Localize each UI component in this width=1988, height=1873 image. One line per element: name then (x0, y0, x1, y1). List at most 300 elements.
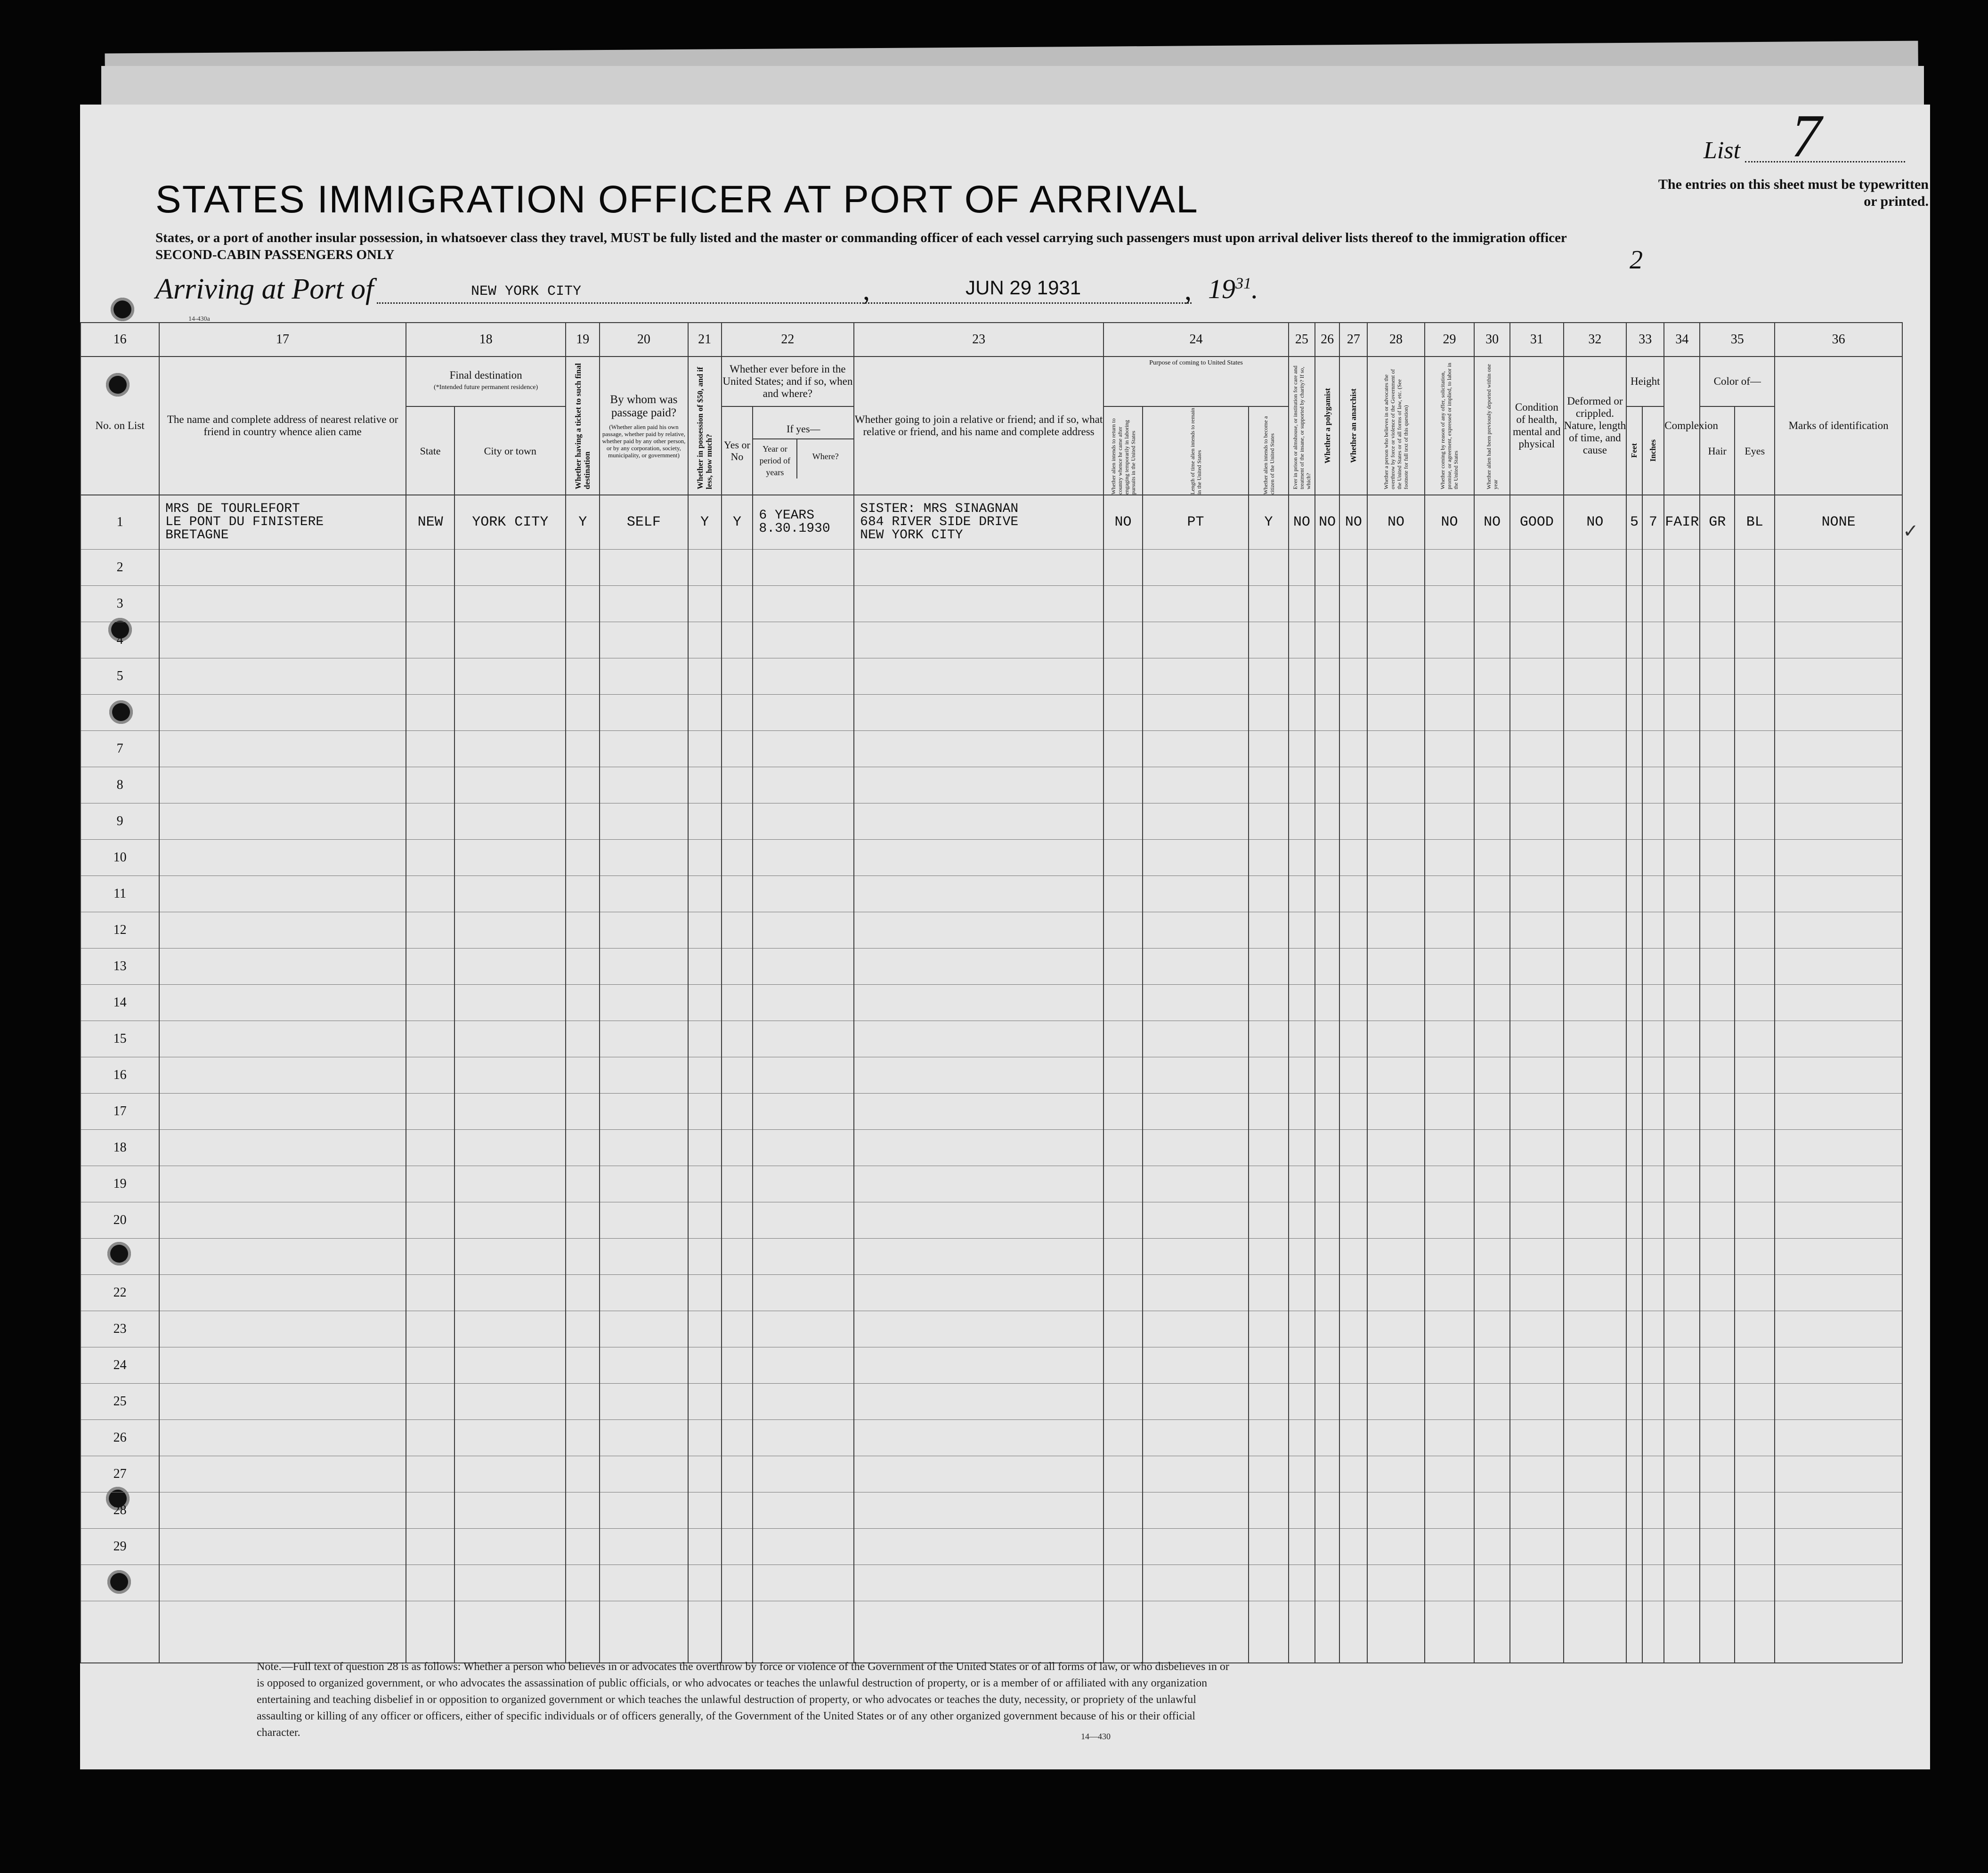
empty-cell (753, 550, 854, 586)
empty-cell (688, 767, 722, 803)
empty-cell (1564, 1347, 1627, 1384)
empty-cell (1315, 985, 1340, 1021)
empty-cell (600, 1021, 688, 1057)
empty-cell (1642, 1492, 1664, 1529)
empty-cell (1289, 658, 1315, 695)
empty-cell (1474, 550, 1510, 586)
empty-cell (1735, 731, 1775, 767)
empty-cell (753, 658, 854, 695)
empty-row (81, 658, 1902, 695)
empty-cell (1564, 767, 1627, 803)
empty-cell (1339, 985, 1367, 1021)
empty-cell (1339, 803, 1367, 840)
empty-cell (1367, 1094, 1425, 1130)
empty-cell (600, 949, 688, 985)
empty-cell (1367, 1347, 1425, 1384)
empty-cell (454, 840, 566, 876)
empty-cell (1775, 985, 1902, 1021)
empty-cell (1700, 767, 1735, 803)
empty-cell (854, 1311, 1104, 1347)
empty-cell (1664, 1420, 1700, 1456)
empty-cell (1339, 1239, 1367, 1275)
empty-cell (1143, 586, 1249, 622)
empty-cell (1735, 1311, 1775, 1347)
empty-cell (1367, 550, 1425, 586)
empty-cell (1474, 622, 1510, 658)
empty-cell (1425, 1202, 1474, 1239)
empty-cell (566, 1202, 600, 1239)
empty-cell (1775, 949, 1902, 985)
empty-cell (753, 767, 854, 803)
empty-cell (1735, 1239, 1775, 1275)
empty-cell (159, 622, 406, 658)
passage-paid-cell: SELF (600, 495, 688, 550)
table-bottom-row (81, 1601, 1902, 1663)
line-number: 19 (81, 1166, 159, 1202)
empty-cell (1642, 1347, 1664, 1384)
entries-note: The entries on this sheet must be typewritten or printed. (1658, 177, 1929, 209)
empty-row (81, 1130, 1902, 1166)
empty-cell (1775, 876, 1902, 912)
empty-cell (1289, 985, 1315, 1021)
empty-cell (854, 731, 1104, 767)
empty-cell (1700, 1239, 1735, 1275)
empty-cell (1664, 731, 1700, 767)
empty-row (81, 1384, 1902, 1420)
empty-cell (854, 767, 1104, 803)
line-number: 16 (81, 1057, 159, 1094)
empty-cell (1315, 949, 1340, 985)
empty-cell (566, 1529, 600, 1565)
empty-cell (1626, 695, 1642, 731)
empty-cell (600, 1492, 688, 1529)
empty-cell (159, 1275, 406, 1311)
empty-cell (753, 912, 854, 949)
empty-cell (1664, 767, 1700, 803)
empty-cell (1425, 1021, 1474, 1057)
line-number: 6 (81, 695, 159, 731)
empty-cell (688, 1239, 722, 1275)
empty-cell (1143, 1166, 1249, 1202)
empty-cell (600, 1311, 688, 1347)
empty-cell (1642, 949, 1664, 985)
footnote: Note.—Full text of question 28 is as follows: Whether a person who believes in or advocates the overthrow by force or violence of the Government of the United States or of all forms of law, or who disbelieves in or is opposed to organized government, or who advocates the assassination of public officials, or who advocates or teaches the unlawful destruction of property, or is a member of or affiliated with any organization entertaining and teaching disbelief in or opposition to organized government or which teaches the unlawful destruction of property, or who advocates or teaches the duty, necessity, or propriety of the unlawful assaulting or killing of any officer or officers, either of specific individuals or of officers generally, of the Government of the United States or of any other organized government because of his or their official character. (257, 1661, 1229, 1739)
column-number: 31 (1510, 323, 1563, 357)
empty-cell (159, 658, 406, 695)
empty-cell (1664, 1529, 1700, 1565)
empty-cell (688, 622, 722, 658)
empty-cell (1249, 1239, 1289, 1275)
empty-cell (753, 1094, 854, 1130)
empty-cell (1700, 1601, 1735, 1663)
empty-cell (1664, 1239, 1700, 1275)
empty-cell (566, 1456, 600, 1492)
empty-cell (406, 622, 454, 658)
empty-cell (159, 985, 406, 1021)
empty-cell (1564, 985, 1627, 1021)
empty-cell (1104, 985, 1143, 1021)
empty-cell (854, 1420, 1104, 1456)
empty-cell (1510, 876, 1563, 912)
passage-paid-title: By whom was passage paid? (610, 393, 678, 419)
year-suffix: 31 (1235, 275, 1251, 292)
empty-cell (1315, 1311, 1340, 1347)
empty-cell (1775, 1456, 1902, 1492)
empty-cell (1510, 695, 1563, 731)
list-label: List (1704, 137, 1741, 164)
empty-cell (1700, 1347, 1735, 1384)
empty-cell (1143, 1021, 1249, 1057)
empty-cell (688, 1384, 722, 1420)
empty-cell (753, 876, 854, 912)
empty-cell (1289, 1202, 1315, 1239)
if-yes-subcolumns (753, 439, 853, 478)
empty-cell (722, 1347, 753, 1384)
empty-cell (454, 1239, 566, 1275)
empty-cell (1249, 1311, 1289, 1347)
empty-cell (1425, 586, 1474, 622)
empty-cell (1564, 949, 1627, 985)
prison-cell: NO (1289, 495, 1315, 550)
header-prison (1289, 357, 1315, 495)
empty-cell (1564, 658, 1627, 695)
empty-cell (566, 622, 600, 658)
header-where: Where? (812, 452, 839, 461)
empty-cell (1510, 1021, 1563, 1057)
empty-cell (406, 658, 454, 695)
header-feet-text: Feet (1630, 443, 1639, 458)
empty-cell (1664, 1601, 1700, 1663)
header-ticket (566, 357, 600, 495)
empty-cell (1510, 1130, 1563, 1166)
empty-cell (1626, 985, 1642, 1021)
empty-cell (454, 622, 566, 658)
header-fifty-dollars-text: Whether in possession of $50, and if less, how much? (696, 367, 714, 489)
empty-cell (1339, 912, 1367, 949)
empty-cell (81, 1601, 159, 1663)
list-number: 7 (1791, 102, 1822, 170)
empty-cell (1315, 1492, 1340, 1529)
empty-cell (1339, 1456, 1367, 1492)
empty-cell (1289, 1565, 1315, 1601)
empty-cell (1510, 586, 1563, 622)
empty-cell (159, 912, 406, 949)
empty-cell (159, 1057, 406, 1094)
empty-cell (159, 876, 406, 912)
empty-cell (1775, 803, 1902, 840)
empty-cell (1315, 1275, 1340, 1311)
empty-cell (1339, 949, 1367, 985)
line-number: 20 (81, 1202, 159, 1239)
line-number: 26 (81, 1420, 159, 1456)
empty-cell (1775, 1420, 1902, 1456)
empty-cell (1367, 695, 1425, 731)
empty-cell (454, 912, 566, 949)
empty-cell (1564, 1565, 1627, 1601)
header-joining: Whether going to join a relative or friend; and if so, what relative or friend, and his name and complete address (854, 357, 1104, 495)
empty-cell (1315, 1456, 1340, 1492)
empty-cell (1700, 840, 1735, 876)
header-marks: Marks of identification (1775, 357, 1902, 495)
empty-cell (1143, 658, 1249, 695)
header-purpose-length-text: Length of time alien intends to remain in the United States (1189, 408, 1202, 495)
empty-cell (406, 985, 454, 1021)
port-value: NEW YORK CITY (471, 284, 582, 300)
empty-cell (1775, 1565, 1902, 1601)
empty-cell (1104, 1601, 1143, 1663)
empty-cell (159, 1239, 406, 1275)
empty-cell (688, 550, 722, 586)
empty-cell (159, 1601, 406, 1663)
empty-cell (1735, 550, 1775, 586)
empty-cell (722, 1456, 753, 1492)
line-number: 28 (81, 1492, 159, 1529)
empty-cell (566, 840, 600, 876)
empty-cell (1735, 1565, 1775, 1601)
empty-cell (753, 985, 854, 1021)
empty-cell (1143, 1456, 1249, 1492)
empty-cell (1425, 1130, 1474, 1166)
empty-cell (1735, 803, 1775, 840)
empty-cell (722, 767, 753, 803)
empty-cell (1474, 1601, 1510, 1663)
empty-cell (1700, 985, 1735, 1021)
empty-cell (1425, 1311, 1474, 1347)
year-period: . (1251, 274, 1258, 304)
empty-cell (406, 1166, 454, 1202)
empty-cell (688, 949, 722, 985)
empty-cell (1775, 1166, 1902, 1202)
empty-cell (1143, 949, 1249, 985)
empty-cell (1642, 1565, 1664, 1601)
empty-cell (1474, 1057, 1510, 1094)
empty-cell (1143, 1239, 1249, 1275)
empty-cell (854, 1529, 1104, 1565)
empty-cell (566, 803, 600, 840)
empty-cell (1510, 1601, 1563, 1663)
separator-comma: , (1185, 275, 1192, 306)
empty-cell (1510, 1202, 1563, 1239)
empty-cell (1104, 1311, 1143, 1347)
header-polygamist (1315, 357, 1340, 495)
empty-cell (1143, 985, 1249, 1021)
empty-cell (1775, 912, 1902, 949)
overthrow-cell: NO (1367, 495, 1425, 550)
empty-cell (1664, 876, 1700, 912)
empty-cell (1425, 658, 1474, 695)
empty-cell (1664, 1456, 1700, 1492)
form-title: STATES IMMIGRATION OFFICER AT PORT OF ARRIVAL (155, 178, 1199, 221)
column-number: 32 (1564, 323, 1627, 357)
empty-cell (1626, 1202, 1642, 1239)
empty-cell (1735, 767, 1775, 803)
empty-cell (854, 695, 1104, 731)
empty-cell (1735, 1130, 1775, 1166)
empty-cell (1367, 949, 1425, 985)
empty-cell (1626, 1384, 1642, 1420)
empty-cell (722, 586, 753, 622)
empty-cell (1339, 1311, 1367, 1347)
line-number: 13 (81, 949, 159, 985)
passenger-class-line: SECOND-CABIN PASSENGERS ONLY (155, 247, 395, 262)
empty-cell (1474, 912, 1510, 949)
empty-cell (1249, 550, 1289, 586)
empty-cell (854, 1565, 1104, 1601)
empty-cell (1735, 1347, 1775, 1384)
empty-cell (1249, 1384, 1289, 1420)
height-feet-cell: 5 (1626, 495, 1642, 550)
empty-cell (454, 803, 566, 840)
empty-cell (1104, 695, 1143, 731)
line-number: 14 (81, 985, 159, 1021)
empty-cell (1315, 658, 1340, 695)
empty-cell (1474, 1456, 1510, 1492)
empty-row (81, 1275, 1902, 1311)
column-number: 17 (159, 323, 406, 357)
empty-cell (688, 1311, 722, 1347)
empty-cell (753, 1601, 854, 1663)
empty-cell (1425, 803, 1474, 840)
empty-cell (159, 1166, 406, 1202)
empty-cell (1700, 1420, 1735, 1456)
empty-cell (1339, 767, 1367, 803)
empty-cell (1249, 1492, 1289, 1529)
empty-cell (688, 1166, 722, 1202)
fifty-dollars-cell: Y (688, 495, 722, 550)
header-polygamist-text: Whether a polygamist (1323, 388, 1332, 464)
empty-cell (1367, 1021, 1425, 1057)
empty-cell (1425, 985, 1474, 1021)
empty-cell (1626, 840, 1642, 876)
empty-row (81, 1021, 1902, 1057)
empty-cell (159, 840, 406, 876)
empty-cell (1626, 658, 1642, 695)
empty-cell (753, 1202, 854, 1239)
empty-cell (1642, 840, 1664, 876)
empty-cell (1700, 731, 1735, 767)
empty-cell (1664, 1275, 1700, 1311)
empty-cell (159, 1311, 406, 1347)
empty-cell (566, 1021, 600, 1057)
empty-cell (1104, 1456, 1143, 1492)
empty-cell (1104, 1057, 1143, 1094)
line-number: 21 (81, 1239, 159, 1275)
empty-cell (753, 1057, 854, 1094)
empty-cell (406, 912, 454, 949)
empty-row (81, 1094, 1902, 1130)
empty-cell (1626, 1239, 1642, 1275)
empty-cell (1626, 1094, 1642, 1130)
empty-cell (1315, 912, 1340, 949)
empty-cell (722, 1202, 753, 1239)
empty-cell (688, 985, 722, 1021)
empty-cell (1367, 1130, 1425, 1166)
empty-cell (566, 876, 600, 912)
empty-cell (1510, 1492, 1563, 1529)
empty-cell (1775, 840, 1902, 876)
empty-cell (1289, 622, 1315, 658)
empty-cell (1664, 1311, 1700, 1347)
empty-cell (566, 1492, 600, 1529)
empty-cell (1642, 586, 1664, 622)
empty-cell (854, 803, 1104, 840)
header-offer-labor-text: Whether coming by reason of any offer, solicitation, promise, or agreement, expressed or implied, to labor in the United States (1439, 363, 1460, 489)
empty-cell (1339, 1275, 1367, 1311)
empty-cell (1626, 1275, 1642, 1311)
empty-cell (1564, 840, 1627, 876)
header-complexion: Complexion (1664, 357, 1700, 495)
empty-cell (1564, 1601, 1627, 1663)
empty-cell (1143, 1311, 1249, 1347)
empty-cell (688, 840, 722, 876)
empty-cell (1249, 1601, 1289, 1663)
empty-cell (1289, 949, 1315, 985)
empty-cell (1735, 840, 1775, 876)
empty-cell (1735, 1275, 1775, 1311)
line-number: 1 (81, 495, 159, 550)
empty-cell (1510, 803, 1563, 840)
empty-cell (406, 803, 454, 840)
line-number: 23 (81, 1311, 159, 1347)
empty-cell (1642, 1456, 1664, 1492)
empty-cell (1367, 767, 1425, 803)
empty-cell (1474, 1021, 1510, 1057)
empty-cell (1626, 949, 1642, 985)
empty-cell (1642, 550, 1664, 586)
empty-cell (1315, 1239, 1340, 1275)
height-inches-cell: 7 (1642, 495, 1664, 550)
footnote-form-number: 14—430 (1081, 1732, 1111, 1741)
empty-cell (1339, 658, 1367, 695)
empty-row (81, 1239, 1902, 1275)
header-purpose-length (1143, 406, 1249, 495)
empty-cell (1249, 949, 1289, 985)
passenger-row (81, 495, 1902, 550)
empty-cell (1289, 803, 1315, 840)
empty-cell (1510, 550, 1563, 586)
empty-cell (1510, 1275, 1563, 1311)
empty-cell (722, 803, 753, 840)
empty-cell (406, 1347, 454, 1384)
empty-cell (1367, 912, 1425, 949)
empty-cell (854, 1130, 1104, 1166)
empty-cell (1700, 912, 1735, 949)
empty-cell (1564, 550, 1627, 586)
empty-cell (753, 1492, 854, 1529)
empty-cell (600, 622, 688, 658)
empty-cell (688, 586, 722, 622)
empty-cell (1735, 1456, 1775, 1492)
empty-cell (600, 695, 688, 731)
empty-cell (753, 1347, 854, 1384)
empty-row (81, 586, 1902, 622)
empty-cell (1249, 1166, 1289, 1202)
header-final-destination (406, 357, 566, 406)
empty-cell (566, 1275, 600, 1311)
empty-cell (688, 1202, 722, 1239)
empty-cell (1626, 1057, 1642, 1094)
header-overthrow (1367, 357, 1425, 495)
empty-cell (1735, 658, 1775, 695)
empty-cell (1735, 695, 1775, 731)
empty-cell (1700, 1130, 1735, 1166)
empty-cell (1315, 803, 1340, 840)
empty-cell (159, 731, 406, 767)
empty-cell (1289, 840, 1315, 876)
empty-cell (1564, 876, 1627, 912)
empty-row (81, 876, 1902, 912)
empty-cell (1315, 840, 1340, 876)
